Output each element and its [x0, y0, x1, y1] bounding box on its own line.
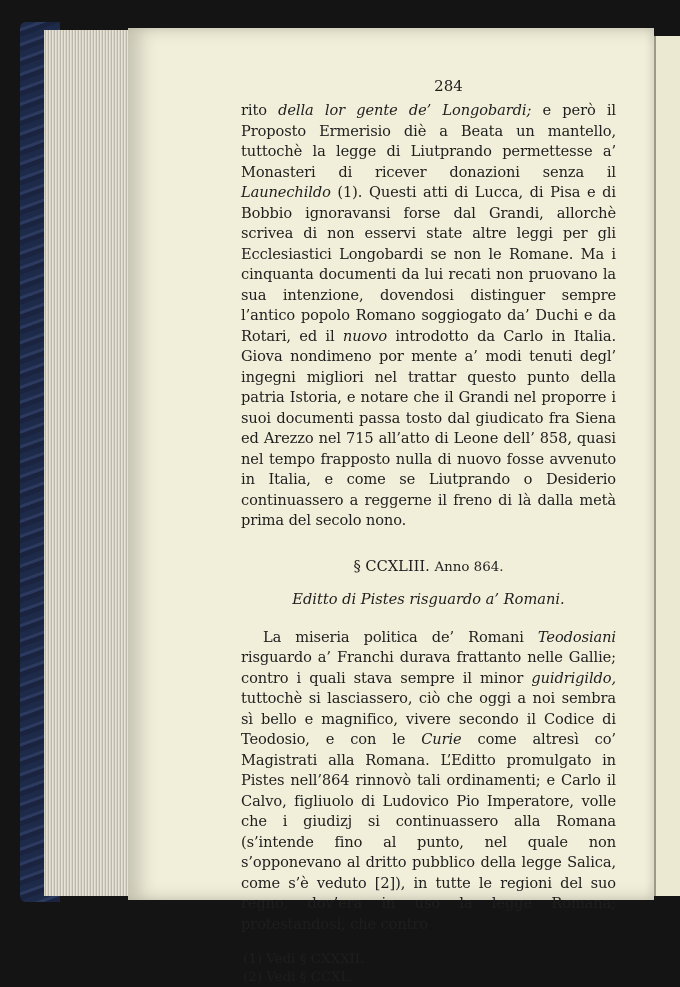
page-stack-edge	[44, 30, 134, 896]
book-page	[128, 28, 654, 985]
next-page-edge	[654, 36, 680, 896]
paragraph-1: rito della lor gente de’ Longobardi; e però il Proposto Ermerisio diè a Beata un mantello, tuttochè la legge di Liutprando permettesse a’ Monasteri di ricever donazioni senza il Launechildo (1). Questi atti di Lucca, di Pisa e di Bobbio ignoravansi forse dal Grandi, allorchè scrivea di non esservi state altre leggi per gli Ecclesiastici Longobardi se non le Romane. Ma i cinquanta documenti da lui recati non pruovano la sua intenzione, dovendosi distinguer sempre l’antico popolo Romano soggiogato da’ Duchi e da Rotari, ed il nuovo introdotto da Carlo in Italia. Giova nondimeno por mente a’ modi tenuti degl’ ingegni migliori nel trattar questo punto della patria Istoria, e notare che il Grandi nel proporre i suoi documenti passa tosto dal giudicato fra Siena ed Arezzo nel 715 all’atto di Leone dell’ 858, quasi nel tempo frapposto nulla di nuovo fosse avvenuto in Italia, e come se Liutprando o Desiderio continuassero a reggerne il freno di là dalla metà prima del secolo nono.	[241, 102, 617, 529]
section-year: Anno 864.	[434, 559, 504, 575]
footnote-2: (2) Vedi § CCXL.	[243, 970, 354, 985]
footnote-1: (1) Vedi § CXXXII.	[243, 952, 365, 967]
page-number: 284	[434, 77, 463, 95]
section-heading	[241, 558, 616, 575]
paragraph-2: La miseria politica de’ Romani Teodosiani risguardo a’ Franchi durava frattanto nelle Gallie; contro i quali stava sempre il minor guidrigildo, tuttochè si lasciassero, ciò che oggi a noi sembra sì bello e magnifico, vivere secondo il Codice di Teodosio, e con le Curie come altresì co’ Magistrati alla Romana. L’Editto promulgato in Pistes nell’864 rinnovò tali ordinamenti; e Carlo il Calvo, figliuolo di Ludovico Pio Imperatore, volle che i giudizj si continuassero alla Romana (s’intende fino al punto, nel quale non s’opponevano al dritto pubblico della legge Salica, come s’è veduto [2]), in tutte le regioni del suo regno, dov’era in uso la legge Romana; protestandosi, che contro	[241, 628, 616, 933]
footnotes	[241, 951, 616, 987]
section-title: Editto di Pistes risguardo a’ Romani.	[292, 590, 565, 608]
page-content	[241, 77, 616, 987]
section-number: § CCXLIII.	[353, 557, 430, 575]
